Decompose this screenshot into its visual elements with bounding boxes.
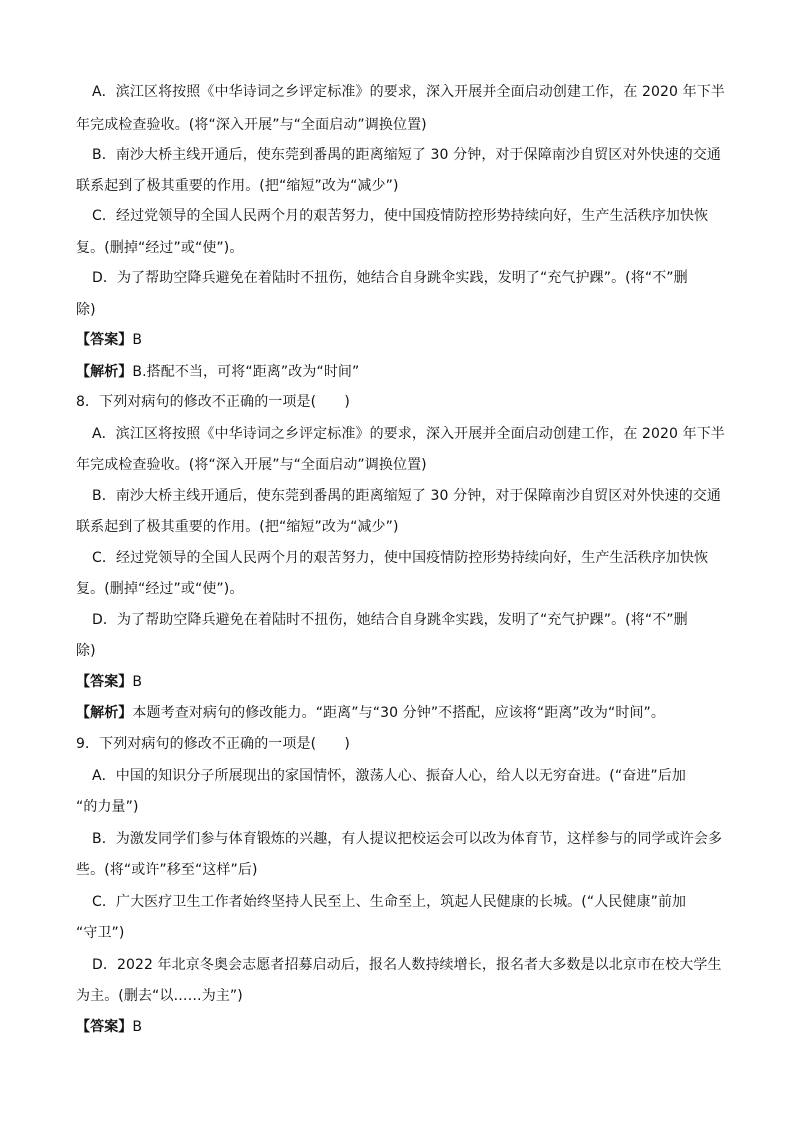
answer-tag: 【答案】 [76,332,133,348]
q7-option-d-line2: 除) [76,302,96,318]
q7-option-b-line1: B．南沙大桥主线开通后，使东莞到番禺的距离缩短了 30 分钟，对于保障南沙自贸区对外快速的交通 [92,147,722,163]
q9-option-d-line2: 为主。(删去“以……为主”) [76,988,243,1004]
q9-stem: 9．下列对病句的修改不正确的一项是( ) [76,736,350,752]
q8-option-a-line1: A．滨江区将按照《中华诗词之乡评定标准》的要求，深入开展并全面启动创建工作，在 2020 年下半 [92,426,725,442]
answer-tag: 【答案】 [76,1019,133,1035]
q8-stem: 8．下列对病句的修改不正确的一项是( ) [76,394,350,410]
analysis-text: B.搭配不当，可将“距离”改为“时间” [132,364,360,380]
q7-option-a-line1: A．滨江区将按照《中华诗词之乡评定标准》的要求，深入开展并全面启动创建工作，在 2020 年下半 [92,84,725,100]
q8-option-a-line2: 年完成检查验收。(将“深入开展”与“全面启动”调换位置) [76,457,427,473]
answer-value: B [132,674,143,690]
q8-option-d-line1: D．为了帮助空降兵避免在着陆时不扭伤，她结合自身跳伞实践，发明了“充气护踝”。(将“不”删 [92,612,688,628]
q9-option-b-line1: B．为激发同学们参与体育锻炼的兴趣，有人提议把校运会可以改为体育节，这样参与的同学或许会多 [92,831,723,847]
q9-option-c-line1: C．广大医疗卫生工作者始终坚持人民至上、生命至上，筑起人民健康的长城。(“人民健康”前加 [92,894,687,910]
q9-option-c-line2: “守卫”) [76,925,125,941]
q8-option-c-line2: 复。(删掉“经过”或“使”)。 [76,581,244,597]
q7-option-a-line2: 年完成检查验收。(将“深入开展”与“全面启动”调换位置) [76,117,427,133]
analysis-text: 本题考查对病句的修改能力。“距离”与“30 分钟”不搭配，应该将“距离”改为“时间”。 [132,705,665,721]
q8-analysis [76,703,665,723]
q7-option-b-line2: 联系起到了极其重要的作用。(把“缩短”改为“减少”) [76,178,399,194]
analysis-tag: 【解析】 [76,364,133,380]
q8-option-c-line1: C．经过党领导的全国人民两个月的艰苦努力，使中国疫情防控形势持续向好，生产生活秩序加快恢 [92,550,709,566]
q9-option-a-line1: A．中国的知识分子所展现出的家国情怀，激荡人心、振奋人心，给人以无穷奋进。(“奋进”后加 [92,768,686,784]
q8-option-d-line2: 除) [76,643,96,659]
q8-option-b-line2: 联系起到了极其重要的作用。(把“缩短”改为“减少”) [76,519,399,535]
q8-option-b-line1: B．南沙大桥主线开通后，使东莞到番禺的距离缩短了 30 分钟，对于保障南沙自贸区对外快速的交通 [92,488,722,504]
q9-option-a-line2: “的力量”) [76,799,139,815]
q7-option-c-line1: C．经过党领导的全国人民两个月的艰苦努力，使中国疫情防控形势持续向好，生产生活秩序加快恢 [92,208,709,224]
q7-answer [76,330,142,350]
q9-option-b-line2: 些。(将“或许”移至“这样”后) [76,862,258,878]
q7-option-d-line1: D．为了帮助空降兵避免在着陆时不扭伤，她结合自身跳伞实践，发明了“充气护踝”。(将“不”删 [92,270,688,286]
q9-option-d-line1: D．2022 年北京冬奥会志愿者招募启动后，报名人数持续增长，报名者大多数是以北京市在校大学生 [92,957,722,973]
q9-answer [76,1017,142,1037]
q8-answer [76,672,142,692]
answer-value: B [132,332,143,348]
answer-value: B [132,1019,143,1035]
analysis-tag: 【解析】 [76,705,133,721]
q7-analysis [76,362,359,382]
answer-tag: 【答案】 [76,674,133,690]
q7-option-c-line2: 复。(删掉“经过”或“使”)。 [76,240,244,256]
